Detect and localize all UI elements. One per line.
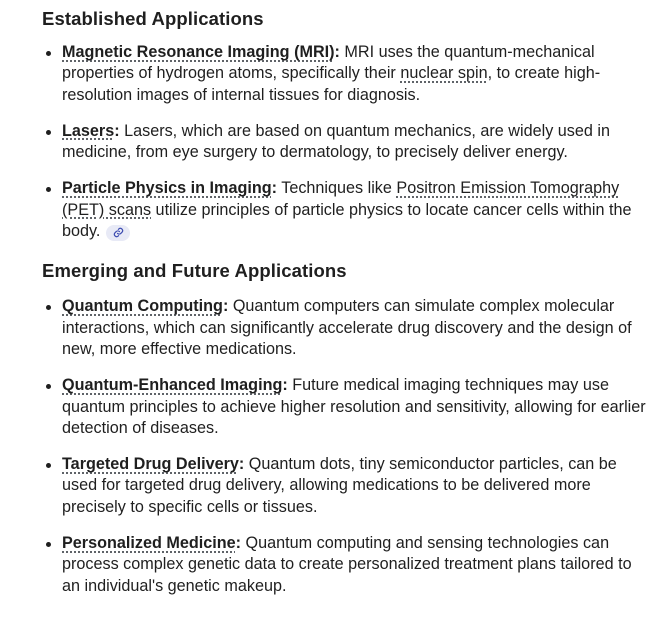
- bullet-dot: [46, 51, 51, 56]
- source-link-chip[interactable]: [106, 225, 130, 241]
- bullet-dot: [46, 305, 51, 310]
- item-text: Quantum dots, tiny semiconductor particles, can be used for targeted drug delivery, allowing medications to be delivered more precisely to specific cells or tissues.: [62, 455, 617, 516]
- list-item-quantum-enhanced-imaging: [42, 375, 651, 439]
- list-item-mri: [42, 42, 651, 106]
- item-text: , to create high-resolution images of internal tissues for diagnosis.: [62, 64, 601, 104]
- term-mri[interactable]: Magnetic Resonance Imaging (MRI): [62, 43, 335, 61]
- list-item-particle-physics: [42, 178, 651, 242]
- section-emerging-applications: [42, 242, 651, 597]
- term-colon: :: [334, 43, 340, 61]
- list-item-personalized-medicine: [42, 533, 651, 597]
- item-text: utilize principles of particle physics to locate cancer cells within the body.: [62, 200, 632, 241]
- item-text: Quantum computing and sensing technologies can process complex genetic data to create personalized treatment plans tailored to an individual's genetic makeup.: [62, 534, 632, 595]
- item-text: Techniques like: [277, 179, 397, 198]
- item-text: Lasers, which are based on quantum mechanics, are widely used in medicine, from eye surgery to dermatology, to precisely deliver energy.: [62, 121, 610, 162]
- term-targeted-drug-delivery[interactable]: Targeted Drug Delivery: [62, 455, 239, 474]
- term-personalized-medicine[interactable]: Personalized Medicine: [62, 534, 236, 553]
- term-particle-physics[interactable]: Particle Physics in Imaging: [62, 179, 272, 198]
- bullet-list: [42, 42, 651, 242]
- term-quantum-computing[interactable]: Quantum Computing: [62, 297, 223, 316]
- bullet-dot: [46, 384, 51, 389]
- term-colon: :: [271, 179, 278, 198]
- term-colon: :: [235, 534, 242, 553]
- section-established-applications: [42, 0, 651, 242]
- item-text: Future medical imaging techniques may use quantum principles to achieve higher resolution and sensitivity, allowing for earlier detection of diseases.: [62, 376, 646, 437]
- term-colon: :: [282, 376, 288, 395]
- list-item-lasers: [42, 121, 651, 164]
- section-title: Established Applications: [42, 8, 264, 29]
- bullet-dot: [46, 187, 51, 192]
- section-title: Emerging and Future Applications: [42, 260, 347, 282]
- item-text: Quantum computers can simulate complex molecular interactions, which can significantly accelerate drug discovery and the design of new, more effective medications.: [62, 297, 632, 358]
- item-text: MRI uses the quantum-mechanical properties of hydrogen atoms, specifically their: [62, 43, 595, 83]
- link-pet-scans[interactable]: Positron Emission Tomography (PET) scans: [62, 179, 620, 219]
- link-nuclear-spin[interactable]: nuclear spin: [400, 64, 488, 83]
- bullet-dot: [46, 130, 51, 135]
- bullet-list: [42, 296, 651, 597]
- list-item-targeted-drug-delivery: [42, 454, 651, 518]
- bullet-dot: [46, 463, 51, 468]
- term-colon: :: [222, 297, 229, 316]
- term-colon: :: [114, 121, 120, 140]
- list-item-quantum-computing: [42, 296, 651, 360]
- bullet-dot: [46, 542, 51, 547]
- link-icon: [113, 227, 124, 238]
- term-quantum-enhanced-imaging[interactable]: Quantum-Enhanced Imaging: [62, 376, 283, 395]
- term-lasers[interactable]: Lasers: [62, 121, 115, 140]
- term-colon: :: [238, 455, 245, 474]
